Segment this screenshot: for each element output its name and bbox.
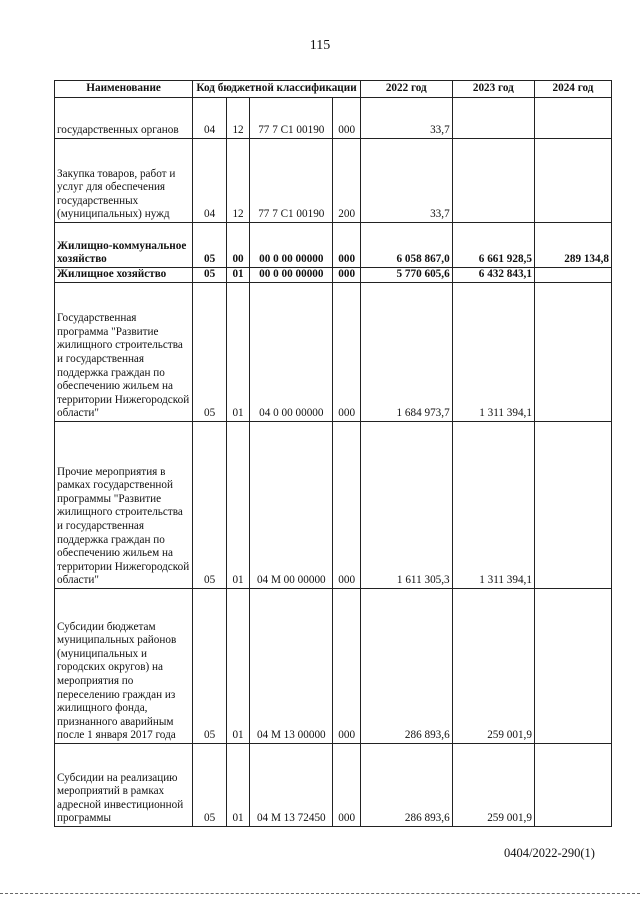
table-row: [55, 268, 612, 283]
table-row: [55, 422, 612, 589]
row-2024: [534, 98, 611, 139]
row-2023: 6 661 928,5: [452, 223, 534, 268]
row-expense-type: 000: [333, 98, 360, 139]
row-subsection: 01: [226, 744, 249, 827]
row-section: 04: [193, 98, 227, 139]
row-expense-type: 000: [333, 283, 360, 422]
row-2023: [452, 139, 534, 223]
row-2022: 286 893,6: [360, 744, 452, 827]
row-expense-type: 200: [333, 139, 360, 223]
row-name: Закупка товаров, работ и услуг для обеспечения государственных (муниципальных) нужд: [55, 139, 193, 223]
row-subsection: 01: [226, 283, 249, 422]
row-2022: 1 684 973,7: [360, 283, 452, 422]
table-row: [55, 98, 612, 139]
row-section: 05: [193, 744, 227, 827]
budget-table: [54, 80, 612, 827]
row-subsection: 00: [226, 223, 249, 268]
row-subsection: 01: [226, 422, 249, 589]
table-row: [55, 589, 612, 744]
row-section: 05: [193, 283, 227, 422]
row-name: государственных органов: [55, 98, 193, 139]
row-2023: 1 311 394,1: [452, 283, 534, 422]
row-target: 04 М 13 00000: [250, 589, 333, 744]
row-2022: 1 611 305,3: [360, 422, 452, 589]
row-2024: [534, 268, 611, 283]
row-name: Жилищно-коммунальное хозяйство: [55, 223, 193, 268]
row-section: 04: [193, 139, 227, 223]
row-target: 77 7 C1 00190: [250, 98, 333, 139]
row-name: Жилищное хозяйство: [55, 268, 193, 283]
row-target: 04 М 13 72450: [250, 744, 333, 827]
row-expense-type: 000: [333, 422, 360, 589]
row-2022: 33,7: [360, 139, 452, 223]
row-name: Прочие мероприятия в рамках государственной программы "Развитие жилищного строительства и государственная поддержка граждан по обеспечению жильем на территории Нижегородской области": [55, 422, 193, 589]
header-code: Код бюджетной классификации: [193, 81, 361, 98]
footer-divider: [0, 893, 640, 894]
row-subsection: 12: [226, 98, 249, 139]
row-2023: 6 432 843,1: [452, 268, 534, 283]
row-name: Государственная программа "Развитие жилищного строительства и государственная поддержка граждан по обеспечению жильем на территории Нижегородской области": [55, 283, 193, 422]
page-number: 115: [309, 38, 331, 53]
row-2023: 259 001,9: [452, 744, 534, 827]
row-expense-type: 000: [333, 223, 360, 268]
row-target: 00 0 00 00000: [250, 223, 333, 268]
row-expense-type: 000: [333, 268, 360, 283]
table-row: [55, 744, 612, 827]
row-2024: [534, 589, 611, 744]
row-section: 05: [193, 223, 227, 268]
row-name: Субсидии на реализацию мероприятий в рамках адресной инвестиционной программы: [55, 744, 193, 827]
row-section: 05: [193, 422, 227, 589]
row-2024: [534, 139, 611, 223]
row-2023: 259 001,9: [452, 589, 534, 744]
row-subsection: 01: [226, 589, 249, 744]
row-2024: [534, 422, 611, 589]
row-target: 04 0 00 00000: [250, 283, 333, 422]
row-name: Субсидии бюджетам муниципальных районов (муниципальных и городских округов) на мероприятия по переселению граждан из жилищного фонда, признанного аварийным после 1 января 2017 года: [55, 589, 193, 744]
row-target: 77 7 C1 00190: [250, 139, 333, 223]
row-2022: 33,7: [360, 98, 452, 139]
table-header-row: [55, 81, 612, 98]
row-target: 04 М 00 00000: [250, 422, 333, 589]
row-section: 05: [193, 589, 227, 744]
row-2024: 289 134,8: [534, 223, 611, 268]
row-2022: 6 058 867,0: [360, 223, 452, 268]
table-row: [55, 223, 612, 268]
row-2022: 5 770 605,6: [360, 268, 452, 283]
table-row: [55, 139, 612, 223]
table-row: [55, 283, 612, 422]
row-target: 00 0 00 00000: [250, 268, 333, 283]
row-2023: 1 311 394,1: [452, 422, 534, 589]
row-2022: 286 893,6: [360, 589, 452, 744]
row-2024: [534, 744, 611, 827]
row-section: 05: [193, 268, 227, 283]
row-expense-type: 000: [333, 744, 360, 827]
row-subsection: 12: [226, 139, 249, 223]
header-2024: 2024 год: [534, 81, 611, 98]
row-expense-type: 000: [333, 589, 360, 744]
row-2024: [534, 283, 611, 422]
row-2023: [452, 98, 534, 139]
header-2022: 2022 год: [360, 81, 452, 98]
header-2023: 2023 год: [452, 81, 534, 98]
document-code: 0404/2022-290(1): [504, 846, 595, 860]
row-subsection: 01: [226, 268, 249, 283]
header-name: Наименование: [55, 81, 193, 98]
